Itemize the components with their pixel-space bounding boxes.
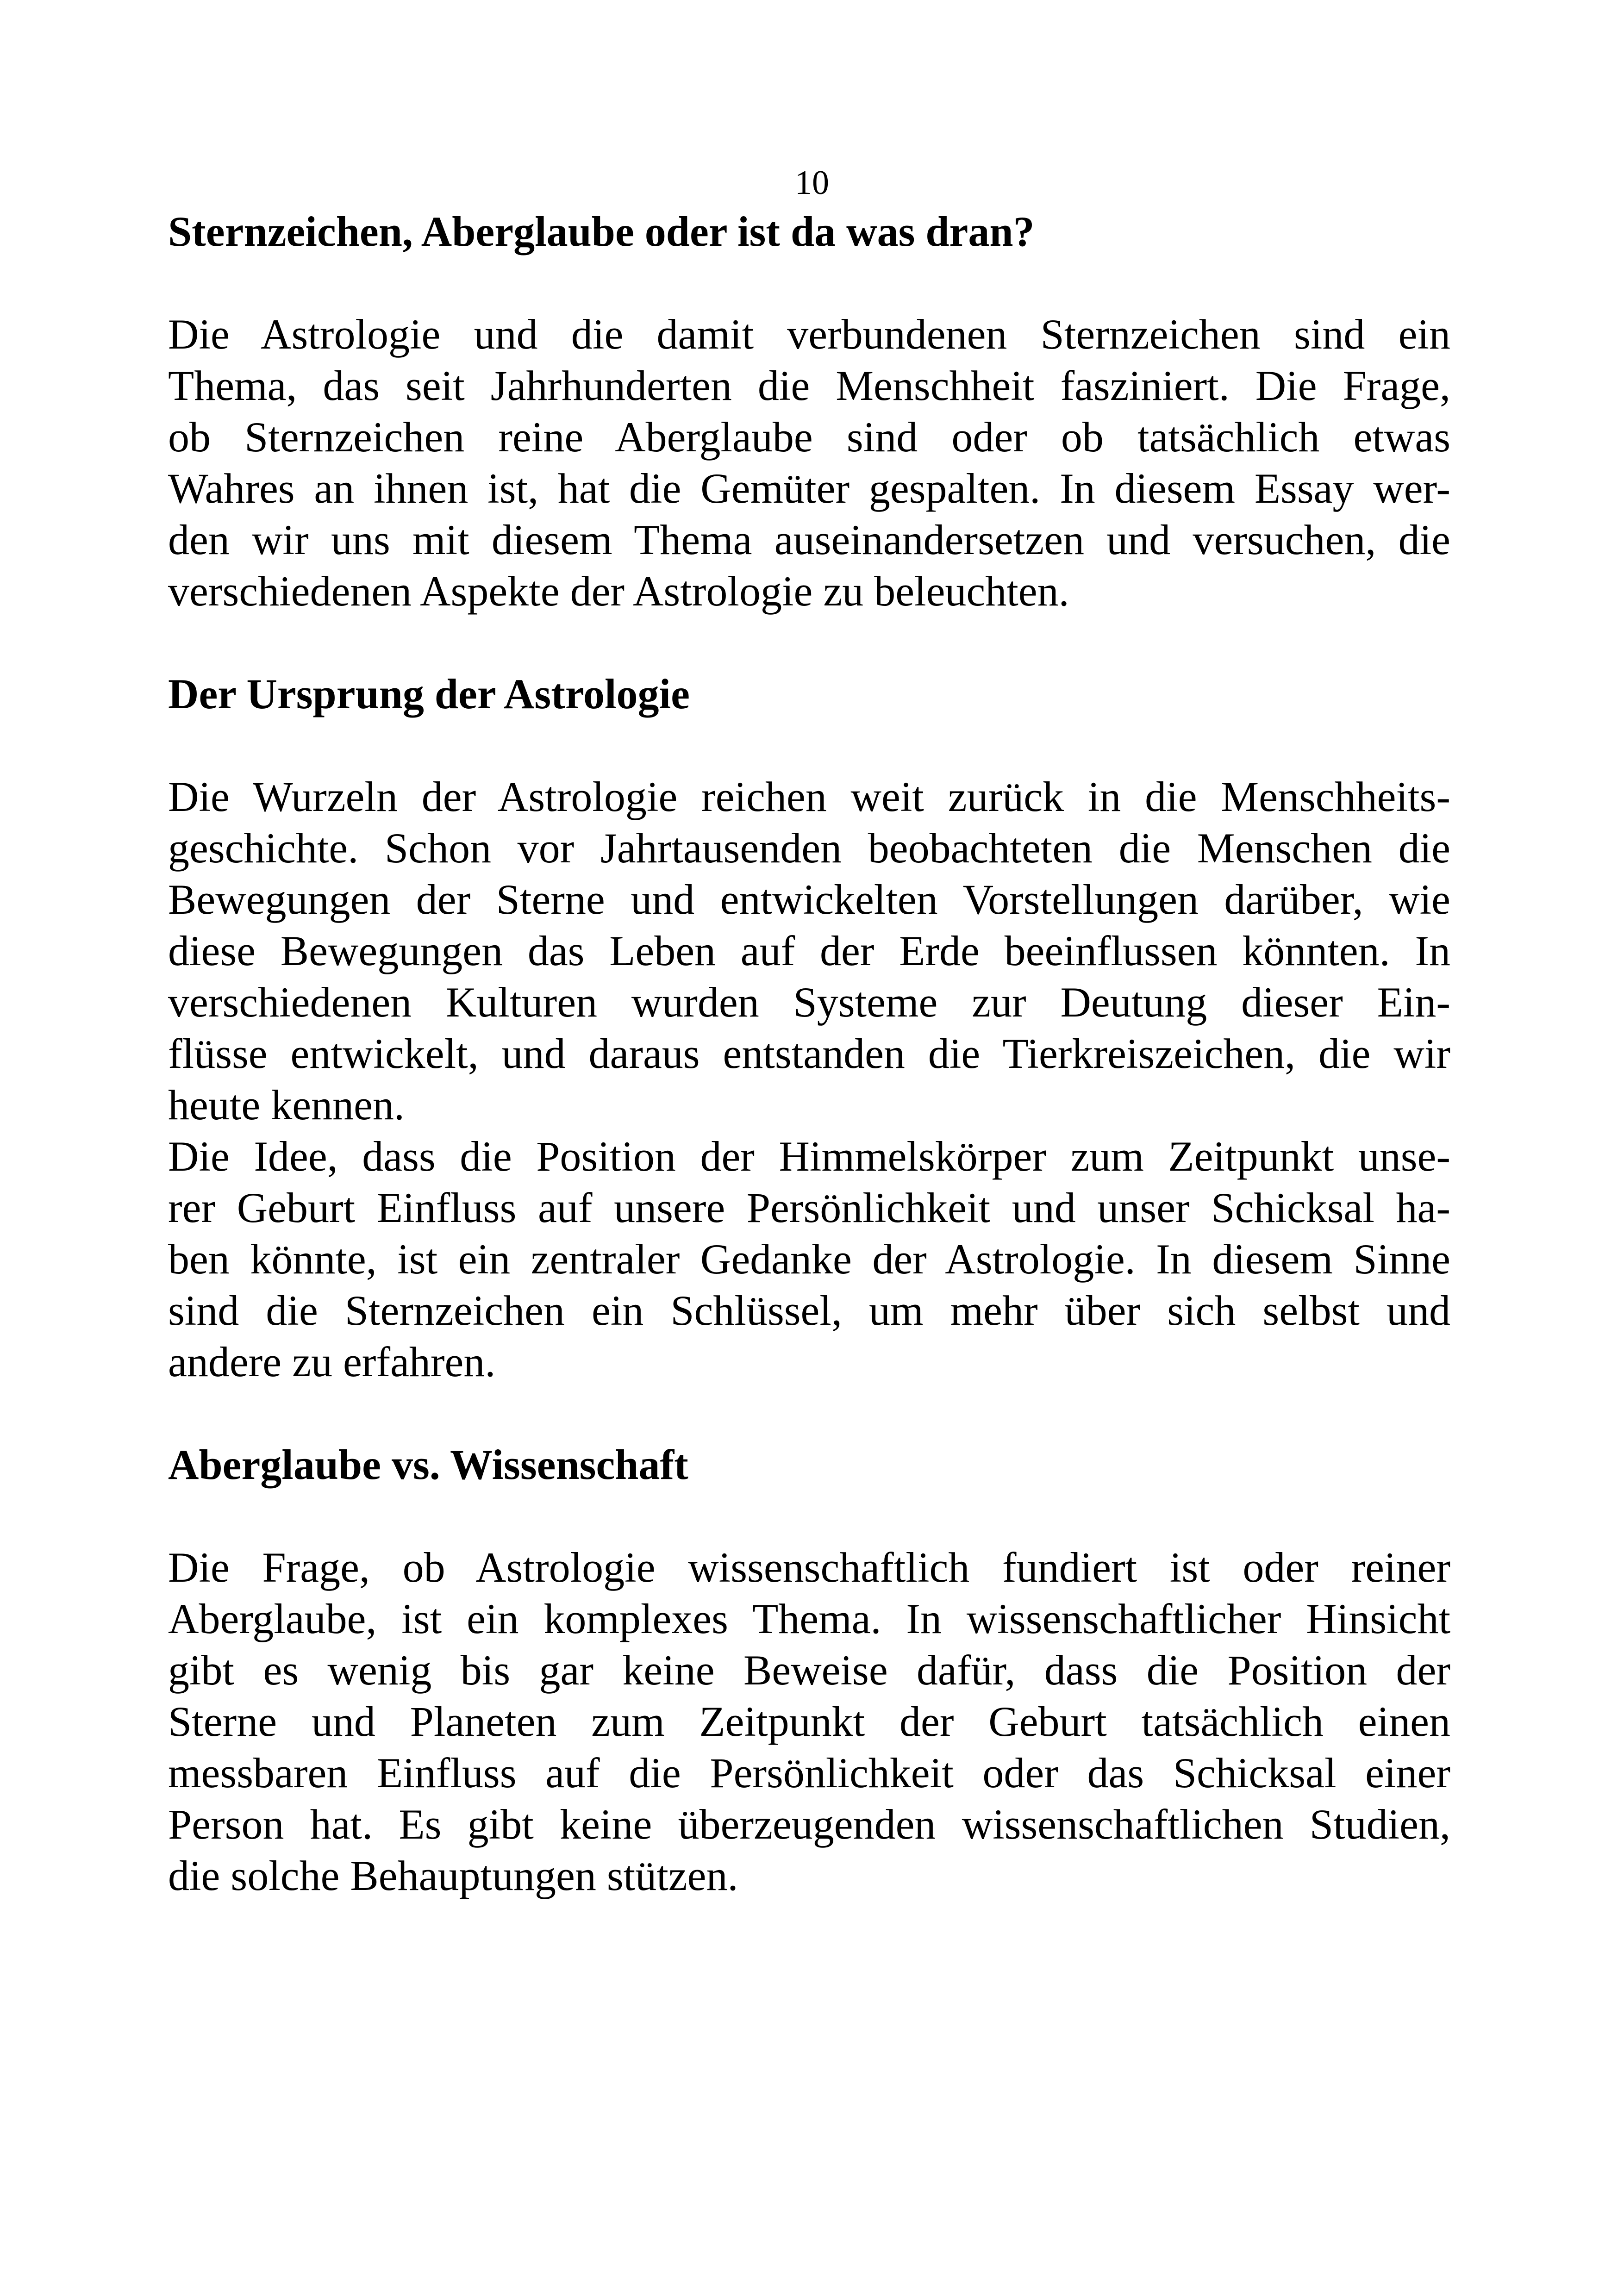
paragraph-spacer (168, 257, 1450, 309)
text-line: sind die Sternzeichen ein Schlüssel, um mehr über sich selbst und (168, 1287, 1450, 1334)
text-line: andere zu erfahren. (168, 1338, 496, 1385)
text-line: Person hat. Es gibt keine überzeugenden wissenschaftlichen Studien, (168, 1801, 1450, 1848)
section-heading: Der Ursprung der Astrologie (168, 670, 690, 717)
section-heading: Aberglaube vs. Wissenschaft (168, 1441, 688, 1488)
text-line: Bewegungen der Sterne und entwickelten Vorstellungen darüber, wie (168, 876, 1450, 923)
page-content (168, 206, 1450, 1902)
text-line: diese Bewegungen das Leben auf der Erde beeinflussen könnten. In (168, 927, 1450, 974)
text-line: Die Idee, dass die Position der Himmelskörper zum Zeitpunkt unse- (168, 1133, 1450, 1180)
text-line: die solche Behauptungen stützen. (168, 1852, 738, 1899)
text-line: geschichte. Schon vor Jahrtausenden beobachteten die Menschen die (168, 824, 1450, 872)
section-paragraph (168, 771, 1450, 1388)
text-line: Die Astrologie und die damit verbundenen Sternzeichen sind ein (168, 311, 1450, 358)
page-number: 10 (795, 164, 829, 202)
text-line: verschiedenen Aspekte der Astrologie zu beleuchten. (168, 568, 1069, 615)
text-line: heute kennen. (168, 1081, 405, 1129)
paragraph-spacer (168, 720, 1450, 771)
page-title: Sternzeichen, Aberglaube oder ist da was dran? (168, 208, 1035, 255)
text-line: den wir uns mit diesem Thema auseinandersetzen und versuchen, die (168, 516, 1450, 563)
section-paragraph (168, 1542, 1450, 1902)
text-line: Aberglaube, ist ein komplexes Thema. In wissenschaftlicher Hinsicht (168, 1595, 1450, 1642)
text-line: ben könnte, ist ein zentraler Gedanke der Astrologie. In diesem Sinne (168, 1235, 1450, 1283)
text-line: Sterne und Planeten zum Zeitpunkt der Geburt tatsächlich einen (168, 1698, 1450, 1745)
text-line: Thema, das seit Jahrhunderten die Menschheit fasziniert. Die Frage, (168, 362, 1450, 409)
paragraph-spacer (168, 617, 1450, 668)
intro-paragraph (168, 309, 1450, 617)
text-line: gibt es wenig bis gar keine Beweise dafür, dass die Position der (168, 1646, 1450, 1694)
text-line: messbaren Einfluss auf die Persönlichkeit oder das Schicksal einer (168, 1749, 1450, 1796)
text-line: flüsse entwickelt, und daraus entstanden die Tierkreiszeichen, die wir (168, 1030, 1450, 1077)
paragraph-spacer (168, 1388, 1450, 1439)
text-line: Wahres an ihnen ist, hat die Gemüter gespalten. In diesem Essay wer- (168, 465, 1450, 512)
paragraph-spacer (168, 1491, 1450, 1542)
text-line: Die Frage, ob Astrologie wissenschaftlich fundiert ist oder reiner (168, 1544, 1450, 1591)
text-line: verschiedenen Kulturen wurden Systeme zur Deutung dieser Ein- (168, 979, 1450, 1026)
text-line: ob Sternzeichen reine Aberglaube sind oder ob tatsächlich etwas (168, 413, 1450, 461)
text-line: Die Wurzeln der Astrologie reichen weit zurück in die Menschheits- (168, 773, 1450, 820)
text-line: rer Geburt Einfluss auf unsere Persönlichkeit und unser Schicksal ha- (168, 1184, 1450, 1231)
